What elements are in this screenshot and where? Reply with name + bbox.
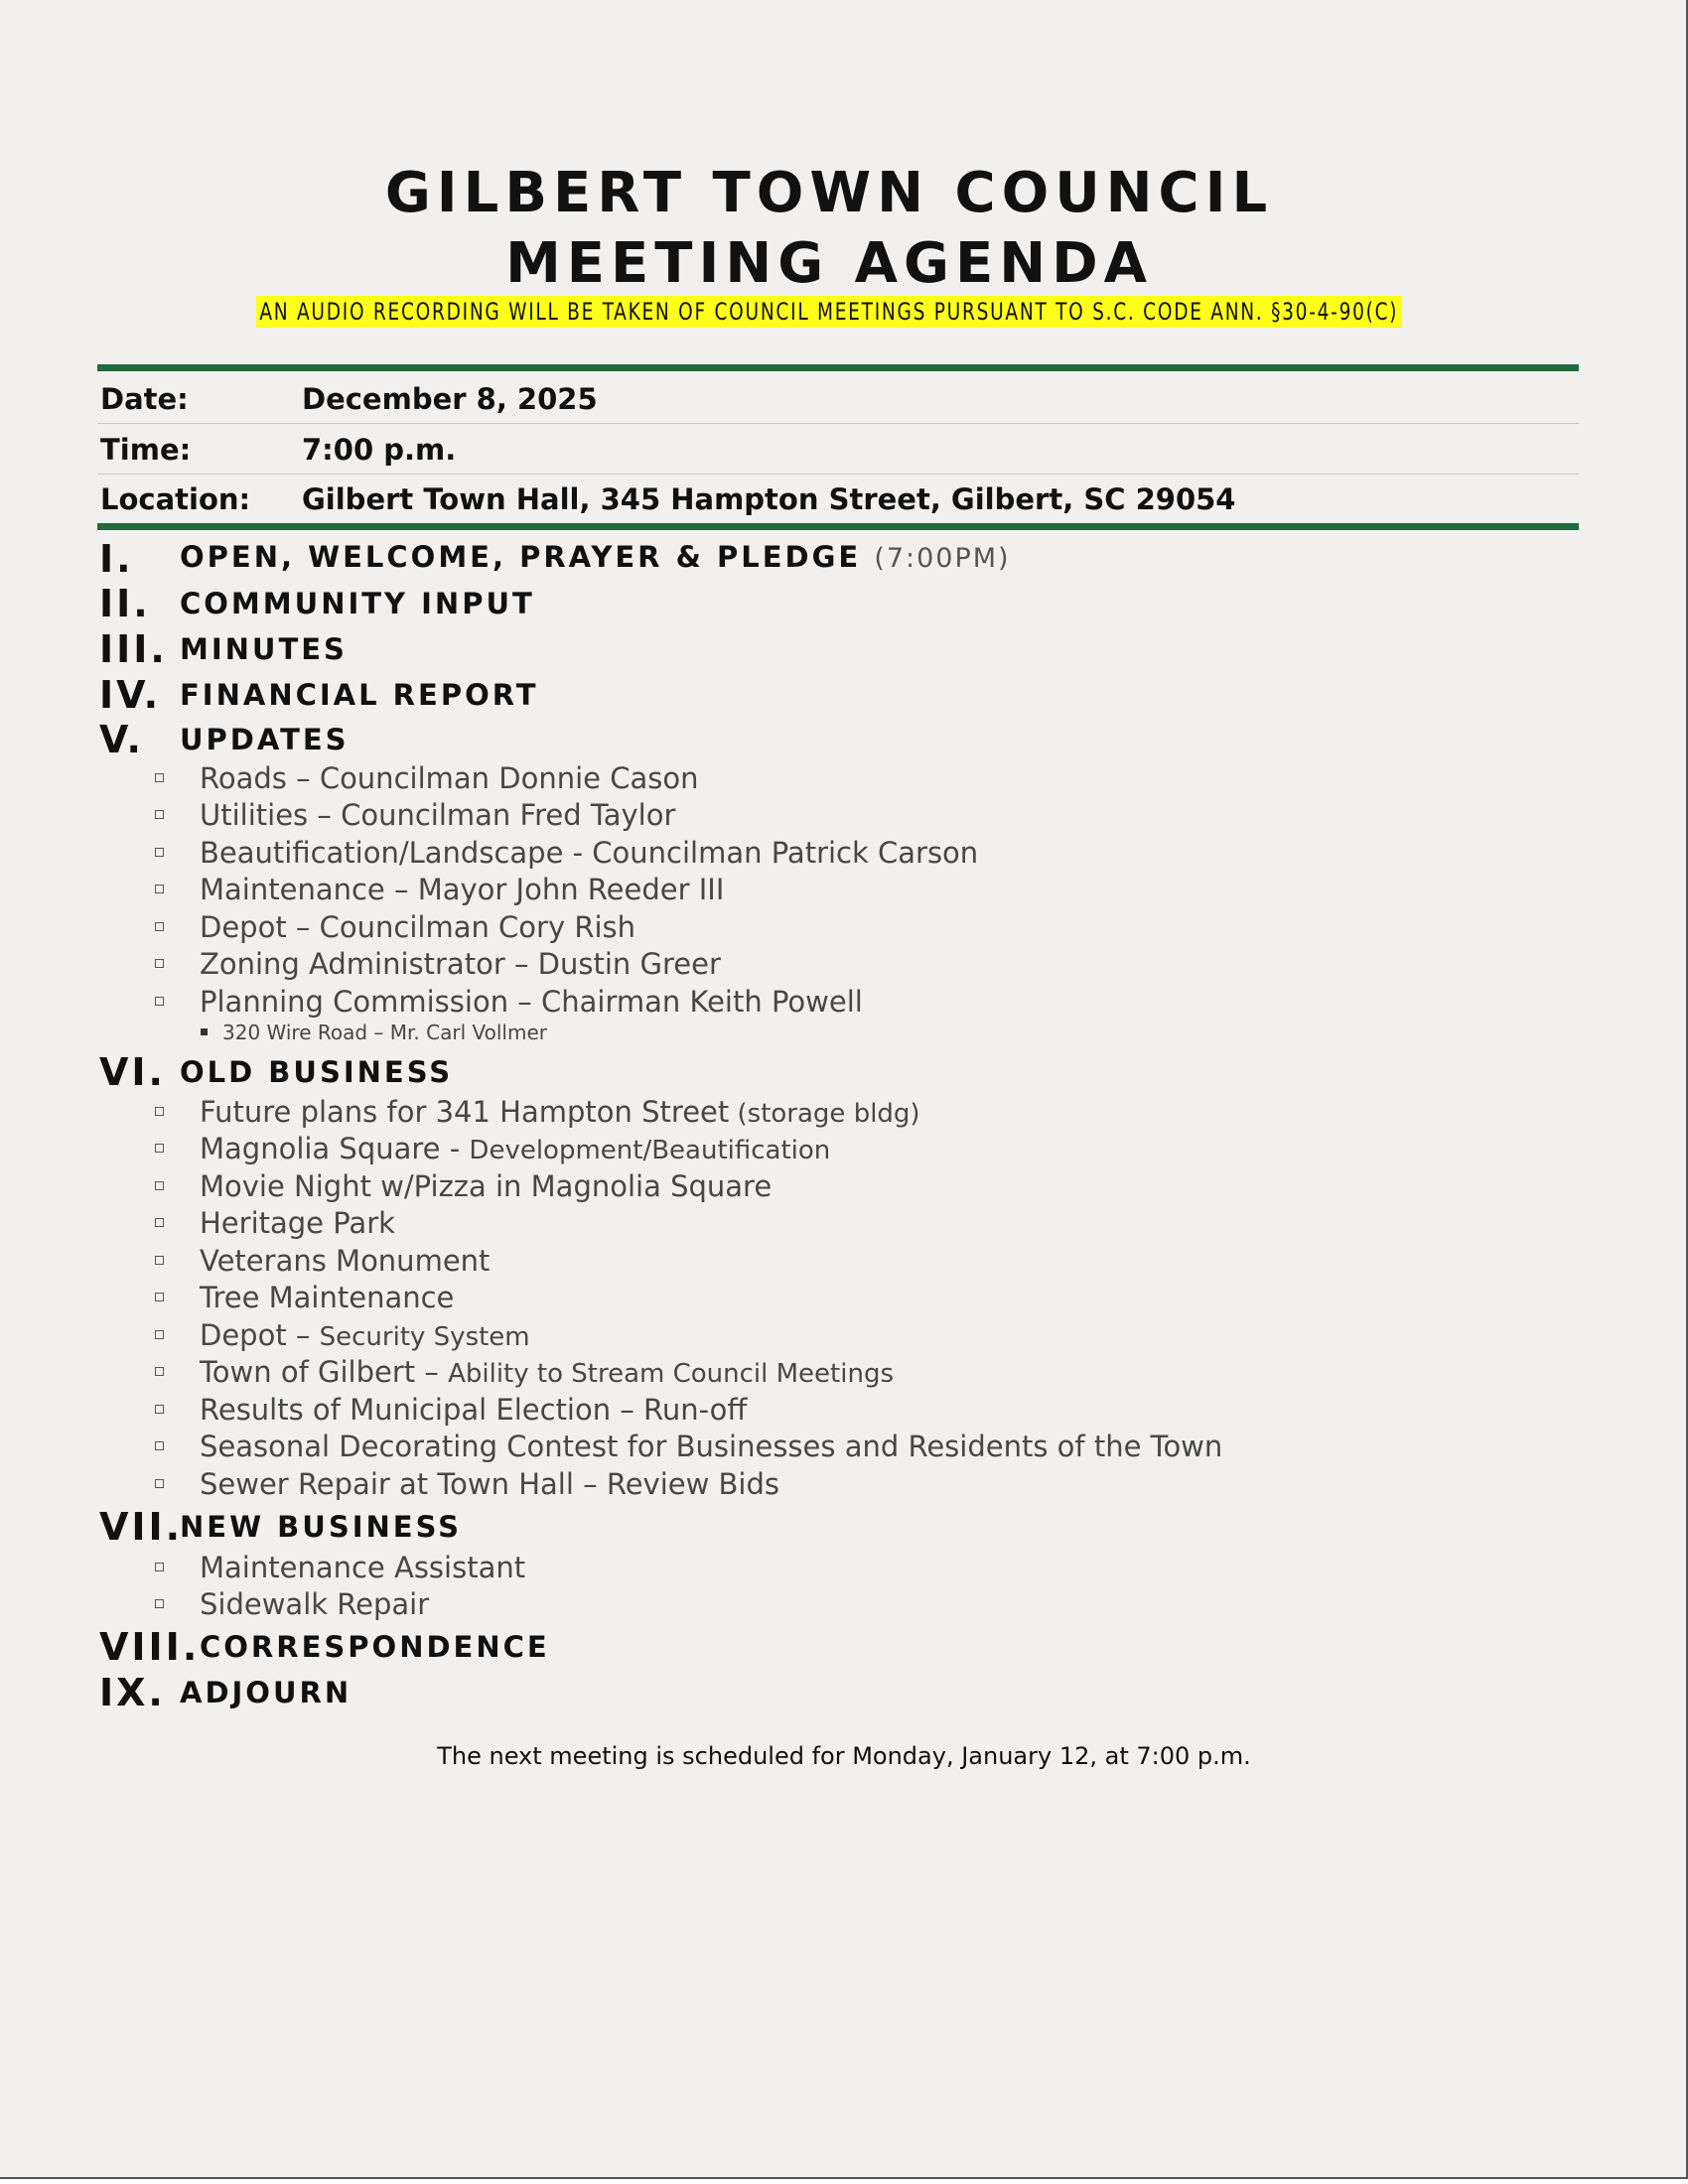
item-detail-text: Development/Beautification [469,1136,831,1165]
sub-list-item-text: 320 Wire Road – Mr. Carl Vollmer [222,1021,547,1044]
item-main-text: Magnolia Square - [200,1132,470,1165]
square-bullet-icon [155,1441,164,1450]
divider-rule [97,474,1579,475]
square-bullet-icon [155,885,164,893]
section-number: VII. [99,1505,184,1549]
list-item-text [200,1280,454,1317]
list-item-text: Utilities – Councilman Fred Taylor [200,798,676,832]
next-meeting-note: The next meeting is scheduled for Monday, January 12, at 7:00 p.m. [437,1742,1251,1770]
list-item-text [200,1131,830,1168]
square-bullet-icon [155,997,164,1006]
list-item-text: Roads – Councilman Donnie Cason [200,761,699,795]
square-bullet-icon [155,922,164,931]
list-item-text [200,1205,395,1243]
list-item-text: Sidewalk Repair [200,1587,430,1621]
square-bullet-icon [155,1256,164,1265]
location-label: Location: [100,482,251,516]
filled-square-bullet-icon [201,1028,208,1035]
title-line-1: GILBERT TOWN COUNCIL [384,161,1274,225]
section-title: MINUTES [180,632,348,666]
list-item-text: Beautification/Landscape - Councilman Patrick Carson [200,836,979,870]
section-number: II. [99,582,151,625]
list-item-text [200,1392,747,1430]
square-bullet-icon [155,1479,164,1488]
section-number: IV. [99,673,162,717]
list-item-text [200,1317,530,1355]
item-detail-text: Security System [319,1322,530,1352]
list-item-text [200,1466,779,1504]
item-main-text: Town of Gilbert – [200,1355,449,1389]
square-bullet-icon [155,959,164,968]
section-title-text: OPEN, WELCOME, PRAYER & PLEDGE [180,540,862,574]
section-title: FINANCIAL REPORT [180,678,539,712]
square-bullet-icon [155,1330,164,1339]
date-label: Date: [100,382,189,416]
section-number: III. [99,627,168,671]
section-number: V. [99,718,144,761]
section-number: VIII. [99,1625,201,1669]
section-number: IX. [99,1671,166,1714]
list-item-text: Planning Commission – Chairman Keith Powell [200,985,863,1019]
square-bullet-icon [155,1181,164,1190]
list-item-text: Depot – Councilman Cory Rish [200,910,636,944]
top-green-rule [97,364,1579,371]
item-main-text: Tree Maintenance [200,1281,455,1314]
location-value: Gilbert Town Hall, 345 Hampton Street, Gilbert, SC 29054 [302,482,1236,516]
section-title: OLD BUSINESS [180,1055,454,1089]
item-main-text: Seasonal Decorating Contest for Businesses and Residents of the Town [200,1430,1223,1463]
section-title [180,535,1011,581]
square-bullet-icon [155,1293,164,1301]
item-main-text: Veterans Monument [200,1244,491,1278]
square-bullet-icon [155,1107,164,1116]
item-main-text: Heritage Park [200,1206,395,1240]
section-title: CORRESPONDENCE [200,1630,550,1664]
square-bullet-icon [155,773,164,782]
square-bullet-icon [155,1405,164,1414]
list-item-text [200,1429,1222,1466]
list-item-text [200,1168,772,1206]
list-item-text [200,1243,490,1281]
item-main-text: Results of Municipal Election – Run-off [200,1393,748,1427]
section-number: I. [99,537,134,581]
list-item-text: Zoning Administrator – Dustin Greer [200,947,721,981]
title-line-2: MEETING AGENDA [505,231,1153,296]
square-bullet-icon [155,1563,164,1571]
date-value: December 8, 2025 [302,382,598,416]
square-bullet-icon [155,1144,164,1153]
square-bullet-icon [155,1367,164,1376]
recording-notice: AN AUDIO RECORDING WILL BE TAKEN OF COUNCIL MEETINGS PURSUANT TO S.C. CODE ANN. §30-4-90(C) [256,296,1402,328]
time-value: 7:00 p.m. [302,433,457,467]
square-bullet-icon [155,848,164,857]
item-main-text: Movie Night w/Pizza in Magnolia Square [200,1169,773,1203]
bottom-green-rule [97,523,1579,530]
list-item-text: Maintenance – Mayor John Reeder III [200,873,725,906]
section-title: COMMUNITY INPUT [180,587,535,620]
item-main-text: Sewer Repair at Town Hall – Review Bids [200,1467,780,1501]
item-detail-text: Ability to Stream Council Meetings [448,1359,894,1389]
item-main-text: Depot – [200,1318,320,1352]
section-number: VI. [99,1050,166,1094]
section-title: UPDATES [180,723,350,756]
divider-rule [97,423,1579,424]
list-item-text [200,1094,920,1132]
square-bullet-icon [155,1218,164,1227]
recording-notice-wrap [0,296,1658,328]
item-main-text: Future plans for 341 Hampton Street [200,1095,730,1129]
list-item-text: Maintenance Assistant [200,1551,526,1584]
section-title: NEW BUSINESS [180,1510,463,1544]
list-item-text [200,1354,894,1392]
item-detail-text: (storage bldg) [729,1099,920,1129]
square-bullet-icon [155,810,164,819]
time-label: Time: [100,433,192,467]
square-bullet-icon [155,1599,164,1608]
section-time-note: (7:00PM) [874,543,1011,574]
section-title: ADJOURN [180,1676,352,1709]
